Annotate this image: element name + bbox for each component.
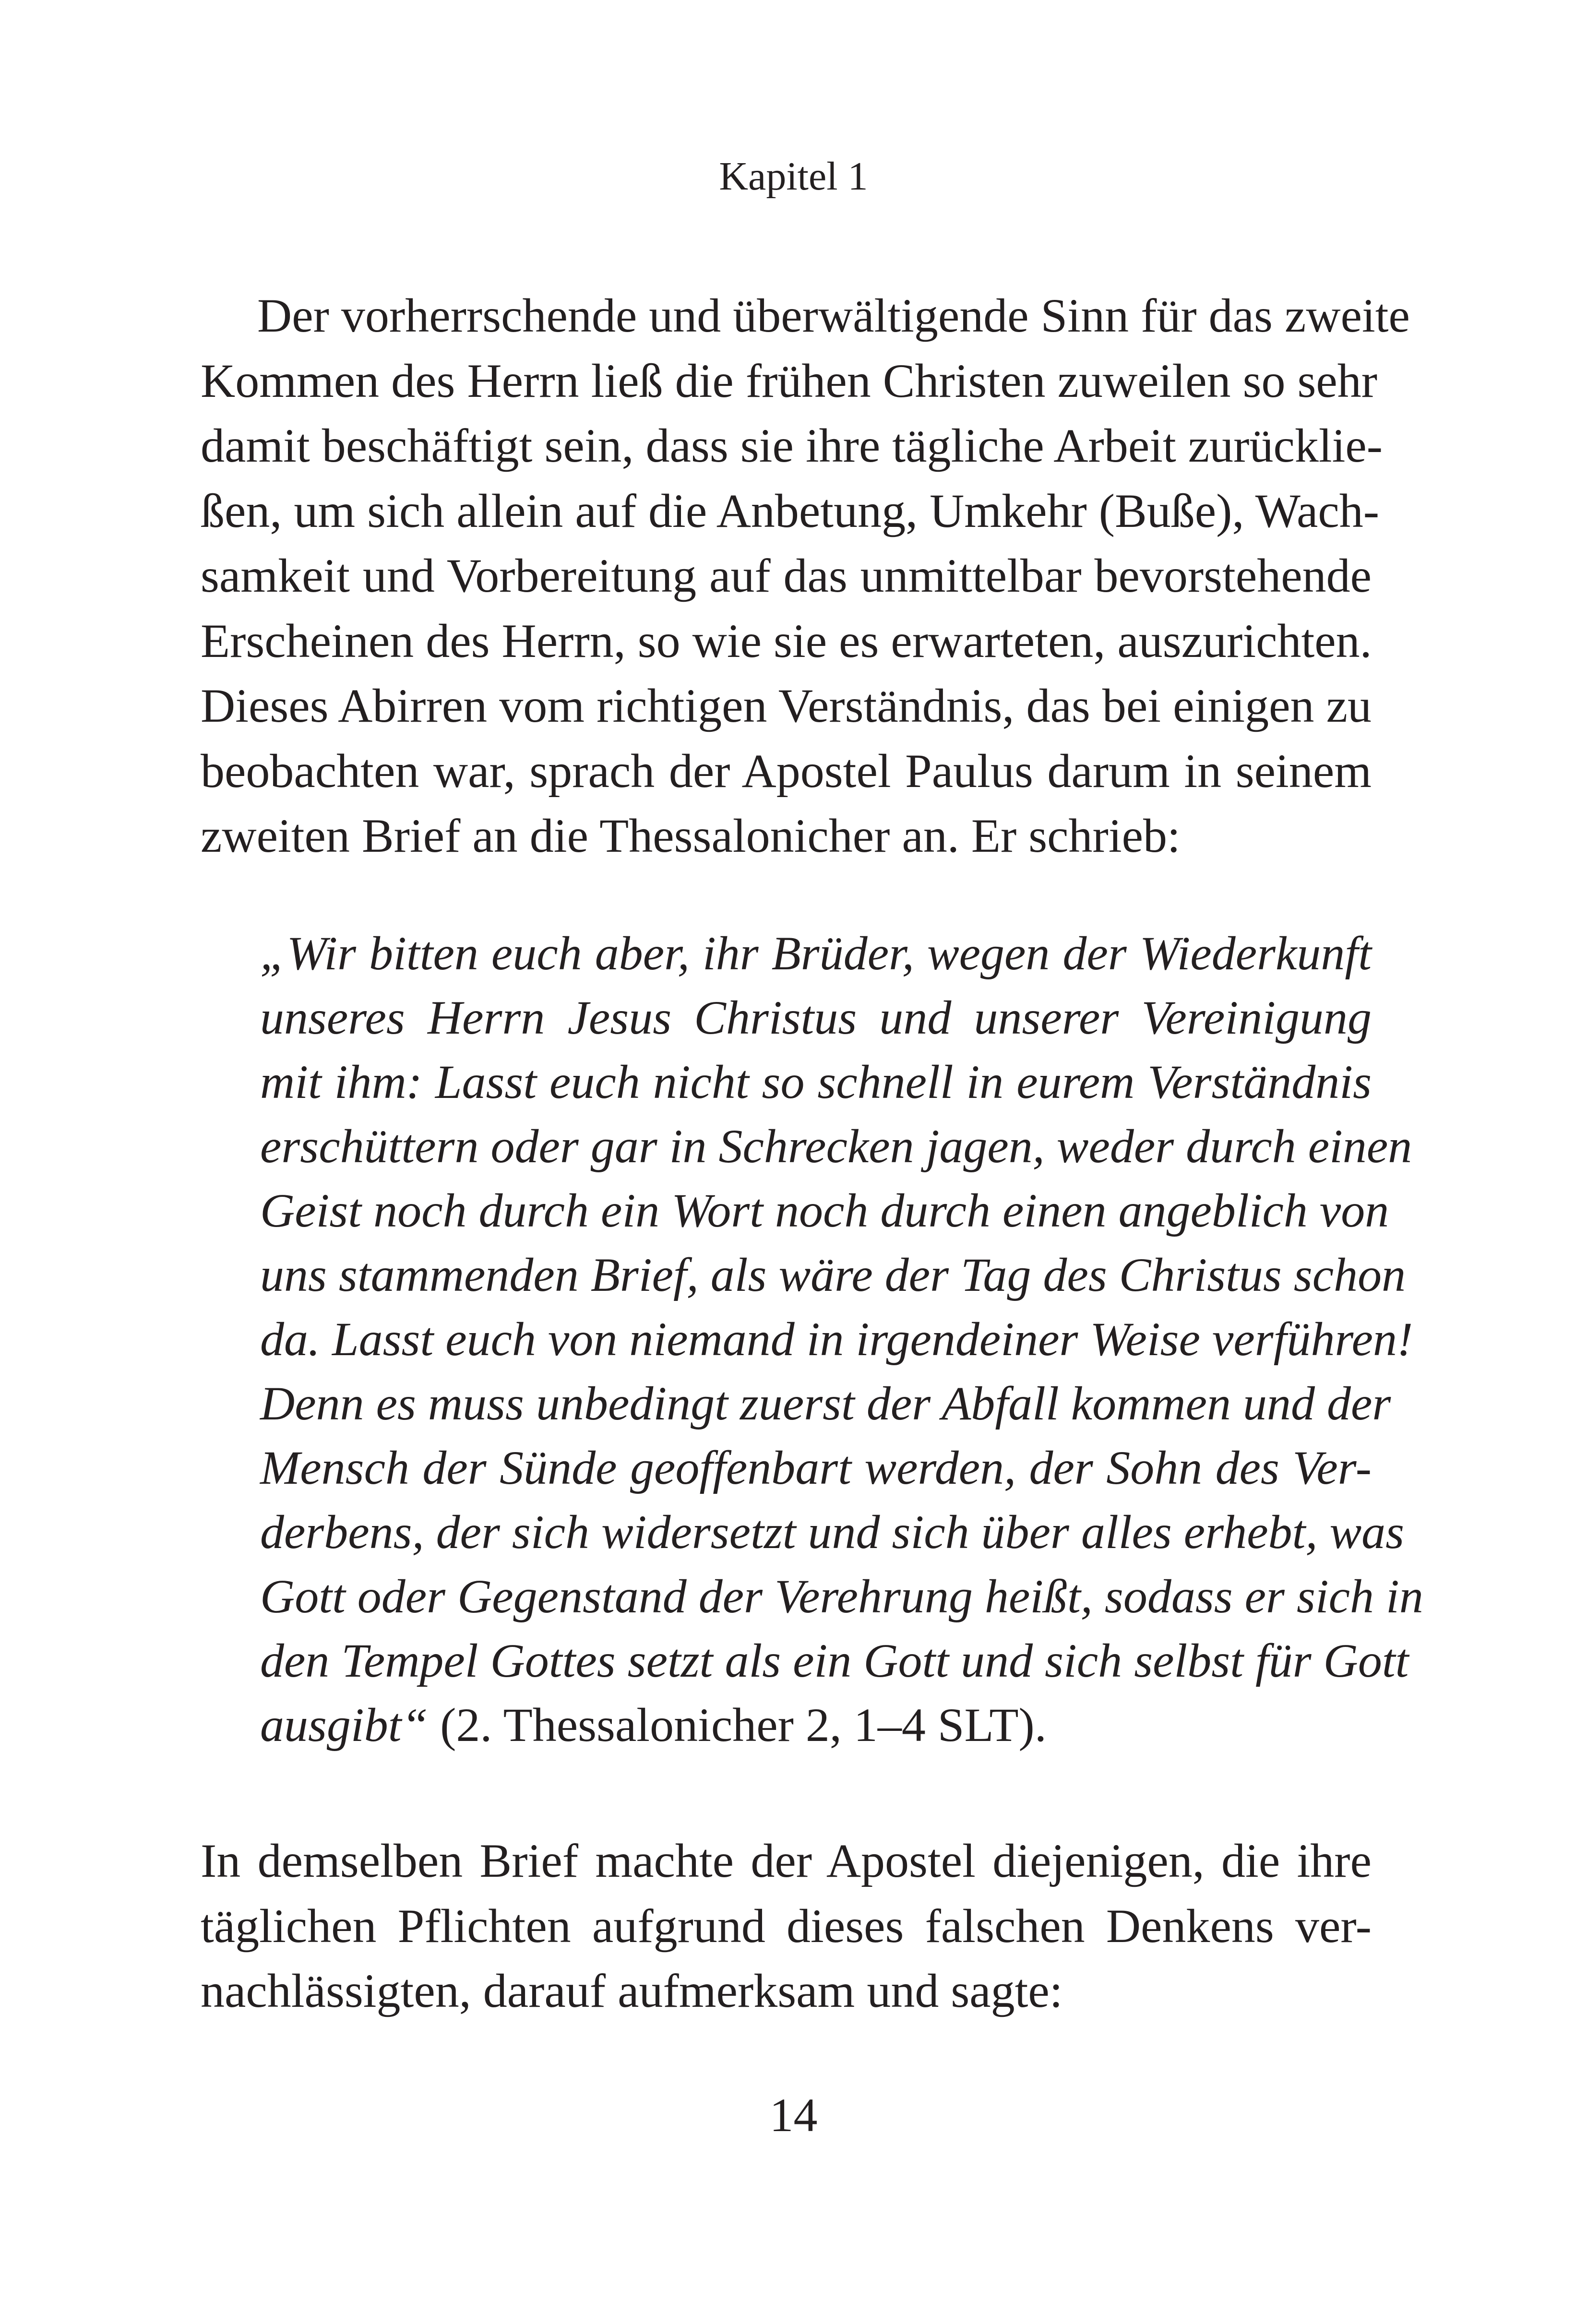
quote-line: Gott oder Gegenstand der Verehrung heißt, sodass er sich in (260, 1570, 1423, 1623)
quote-line: „Wir bitten euch aber, ihr Brüder, wegen der Wiederkunft (260, 927, 1372, 980)
quote-last-line (260, 1693, 1372, 1757)
quote-line: erschüttern oder gar in Schrecken jagen, weder durch einen (260, 1120, 1412, 1173)
quote-line: derbens, der sich widersetzt und sich über alles erhebt, was (260, 1505, 1405, 1559)
paragraph-line: Dieses Abirren vom richtigen Verständnis, das bei einigen zu (201, 679, 1372, 732)
bible-reference: (2. Thessalonicher 2, 1–4 SLT). (428, 1698, 1047, 1752)
paragraph-line: In demselben Brief machte der Apostel diejenigen, die ihre (201, 1834, 1372, 1887)
paragraph-line: Kommen des Herrn ließ die frühen Christen zuweilen so sehr (201, 354, 1378, 407)
paragraph-line: damit beschäftigt sein, dass sie ihre tägliche Arbeit zurücklie- (201, 419, 1383, 472)
paragraph-line: Erscheinen des Herrn, so wie sie es erwarteten, auszurichten. (201, 614, 1372, 667)
paragraph-2 (201, 1828, 1372, 2024)
quote-line: da. Lasst euch von niemand in irgendeiner Weise verführen! (260, 1312, 1413, 1366)
paragraph-1 (201, 283, 1410, 869)
quote-line: den Tempel Gottes setzt als ein Gott und sich selbst für Gott (260, 1634, 1409, 1687)
quote-line: unseres Herrn Jesus Christus und unserer Vereinigung (260, 991, 1372, 1044)
block-quote (260, 921, 1423, 1757)
quote-line: Mensch der Sünde geoffenbart werden, der Sohn des Ver- (260, 1441, 1372, 1494)
paragraph-line: Der vorherrschende und überwältigende Sinn für das zweite (257, 289, 1410, 342)
paragraph-line: täglichen Pflichten aufgrund dieses falschen Denkens ver- (201, 1899, 1372, 1953)
paragraph-line: zweiten Brief an die Thessalonicher an. Er schrieb: (201, 809, 1181, 862)
quote-line: mit ihm: Lasst euch nicht so schnell in eurem Verständnis (260, 1055, 1372, 1108)
paragraph-line: beobachten war, sprach der Apostel Paulus darum in seinem (201, 744, 1372, 798)
page-number: 14 (769, 2088, 818, 2142)
quote-line: uns stammenden Brief, als wäre der Tag des Christus schon (260, 1248, 1406, 1301)
quote-line: Geist noch durch ein Wort noch durch einen angeblich von (260, 1184, 1389, 1237)
quote-line: Denn es muss unbedingt zuerst der Abfall kommen und der (260, 1377, 1391, 1430)
running-head: Kapitel 1 (719, 154, 868, 199)
paragraph-line: ßen, um sich allein auf die Anbetung, Umkehr (Buße), Wach- (201, 484, 1380, 537)
paragraph-line: nachlässigten, darauf aufmerksam und sagte: (201, 1964, 1063, 2017)
quote-end-text: ausgibt“ (260, 1698, 429, 1752)
paragraph-line: samkeit und Vorbereitung auf das unmittelbar bevorstehende (201, 549, 1372, 602)
